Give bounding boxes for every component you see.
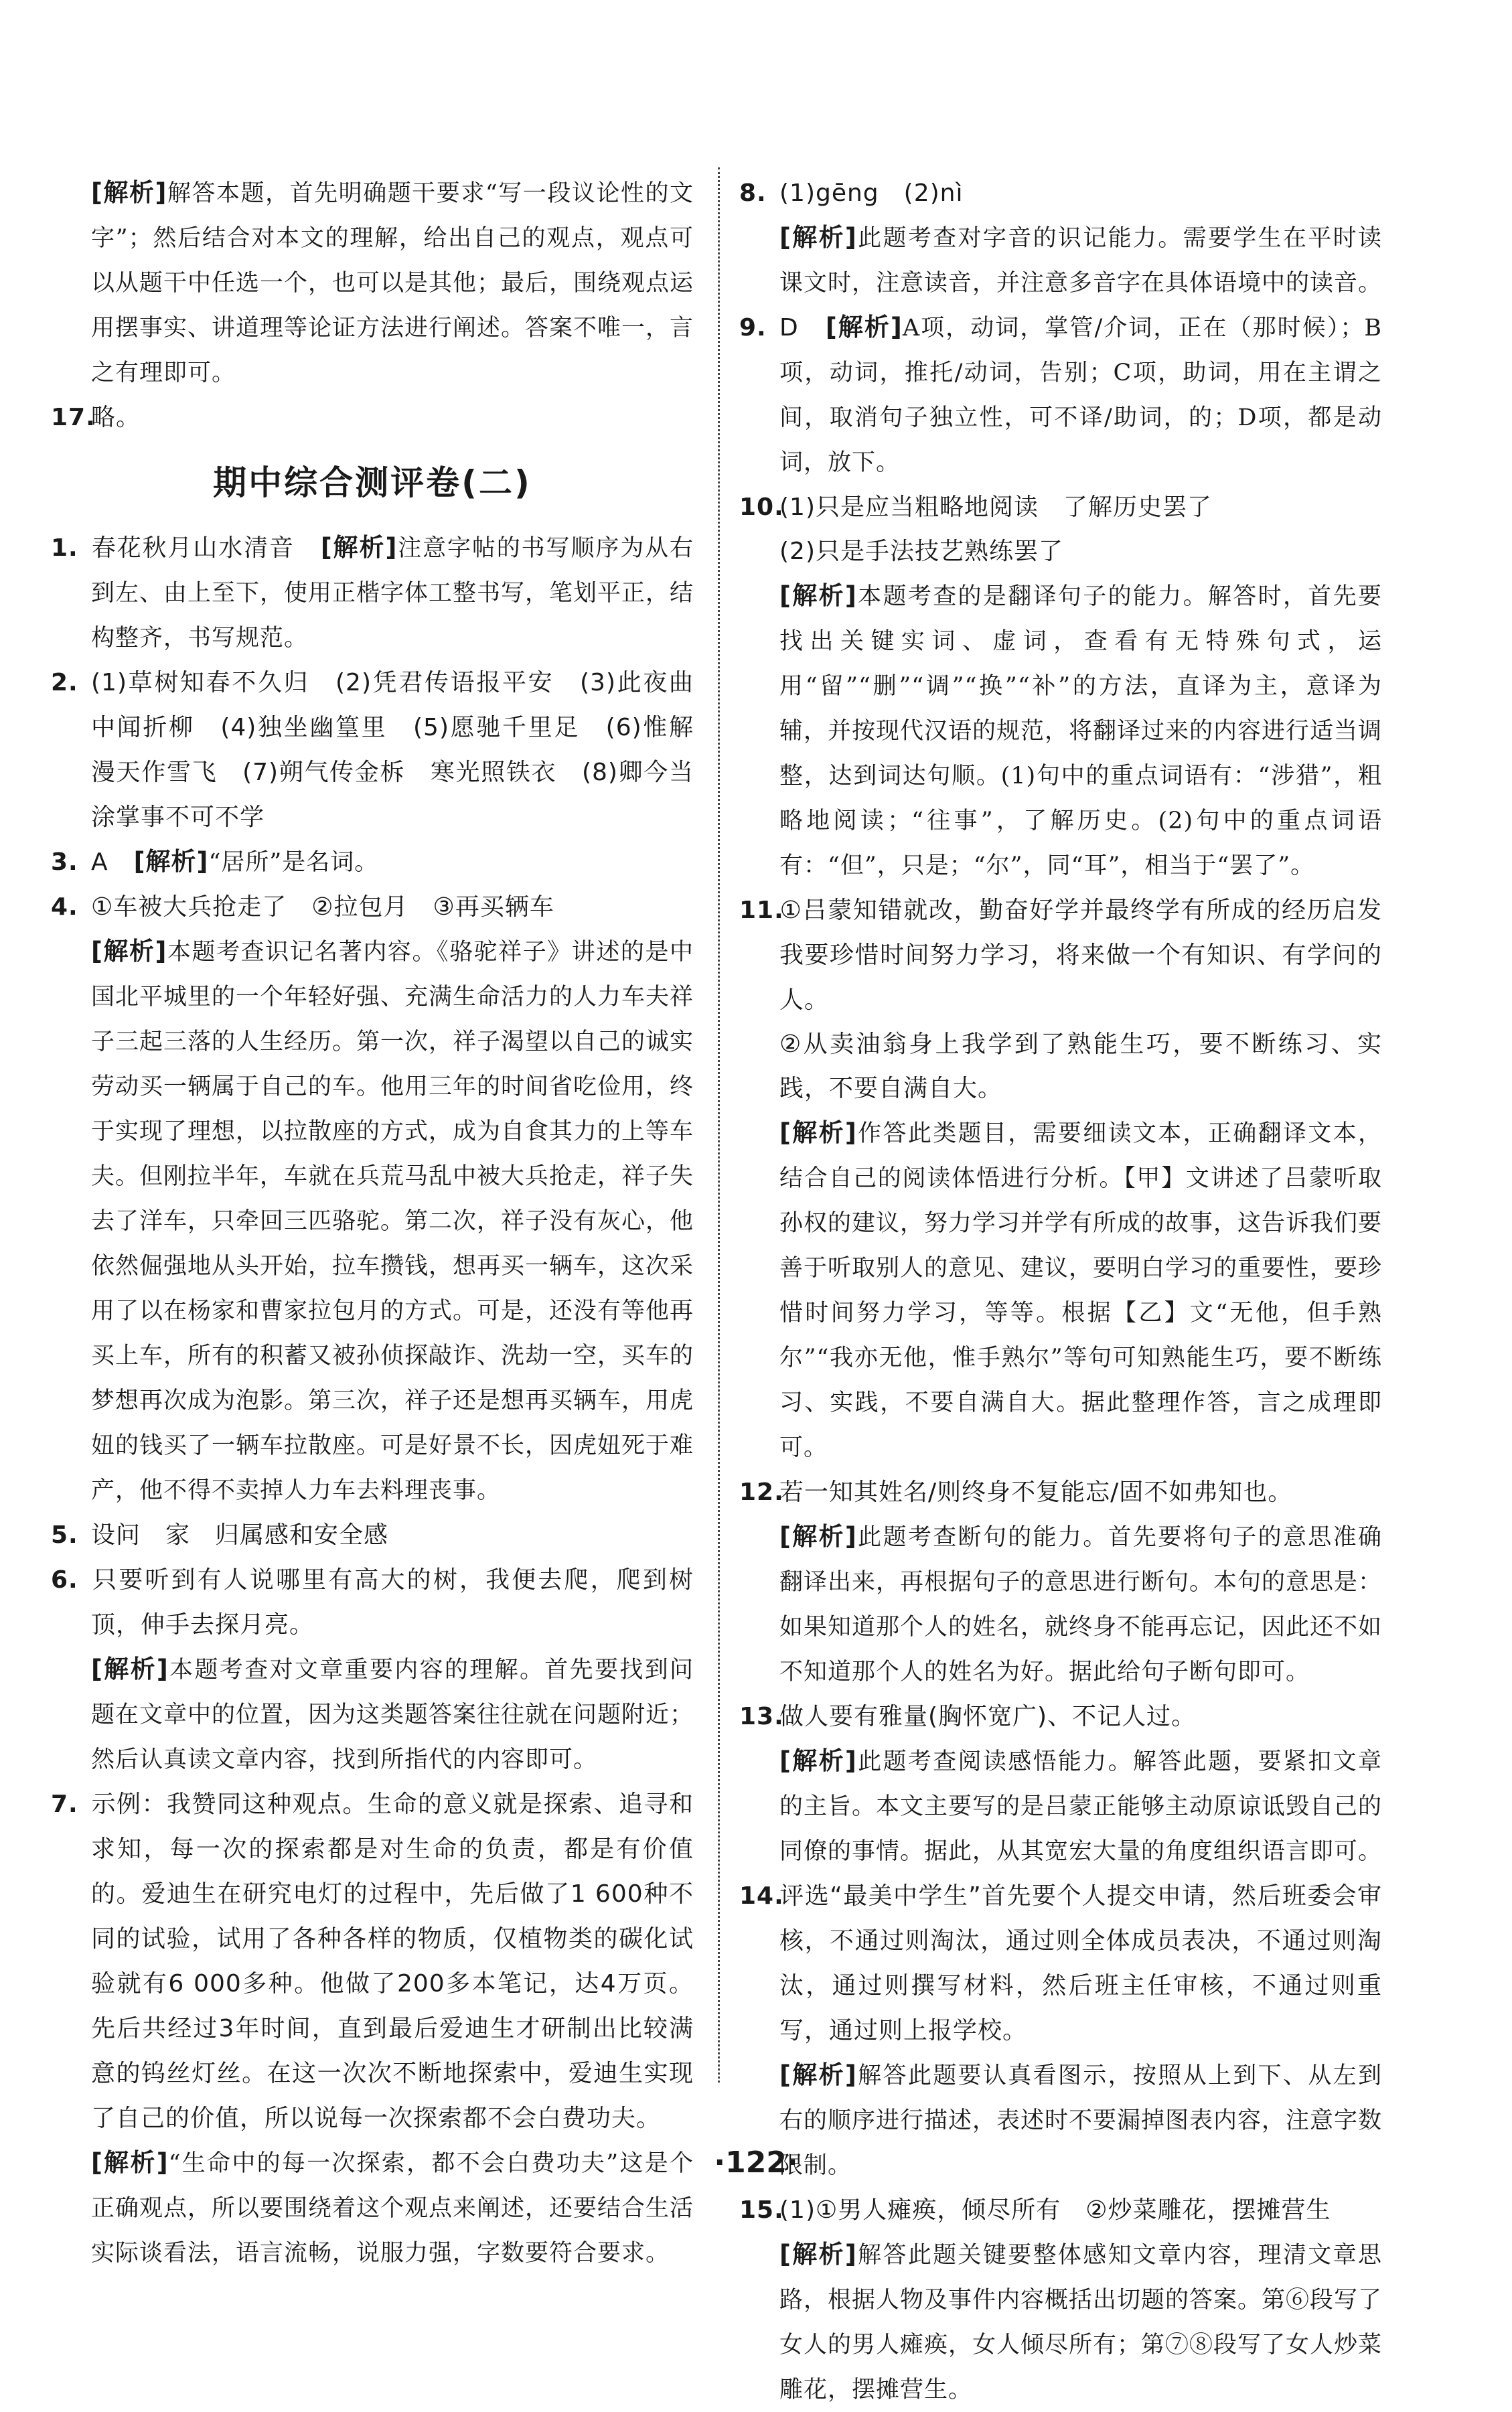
question-15-analysis <box>739 2233 1382 2412</box>
analysis-tag: [解析] <box>91 937 167 966</box>
question-number: 3. <box>51 848 78 876</box>
question-11-answer-2: ②从卖油翁身上我学到了熟能生巧，要不断练习、实践，不要自满自大。 <box>779 1031 1382 1102</box>
analysis-tag: [解析] <box>779 2060 857 2089</box>
analysis-tag: [解析] <box>779 1118 857 1147</box>
analysis-text: “生命中的每一次探索，都不会白费功夫”这是个正确观点，所以要围绕着这个观点来阐述，还要结合生活实际谈看法，语言流畅，说服力强，字数要符合要求。 <box>91 2150 694 2267</box>
analysis-tag: [解析] <box>91 178 167 207</box>
analysis-text: 解答本题，首先明确题干要求“写一段议论性的文字”；然后结合对本文的理解，给出自己的观点，观点可以从题干中任选一个，也可以是其他；最后，围绕观点运用摆事实、讲道理等论证方法进行阐述。答案不唯一，言之有理即可。 <box>91 180 694 386</box>
analysis-text: 本题考查识记名著内容。《骆驼祥子》讲述的是中国北平城里的一个年轻好强、充满生命活力的人力车夫祥子三起三落的人生经历。第一次，祥子渴望以自己的诚实劳动买一辆属于自己的车。他用三年的时间省吃俭用，终于实现了理想，以拉散座的方式，成为自食其力的上等车夫。但刚拉半年，车就在兵荒马乱中被大兵抢走，祥子失去了洋车，只牵回三匹骆驼。第二次，祥子没有灰心，他依然倔强地从头开始，拉车攒钱，想再买一辆车，这次采用了以在杨家和曹家拉包月的方式。可是，还没有等他再买上车，所有的积蓄又被孙侦探敲诈、洗劫一空，买车的梦想再次成为泡影。第三次，祥子还是想再买辆车，用虎妞的钱买了一辆车拉散座。可是好景不长，因虎妞死于难产，他不得不卖掉人力车去料理丧事。 <box>91 939 694 1504</box>
question-7 <box>51 1782 694 2141</box>
analysis-text: 此题考查对字音的识记能力。需要学生在平时读课文时，注意读音，并注意多音字在具体语境中的读音。 <box>779 225 1383 297</box>
answer-text: 略。 <box>91 404 141 431</box>
question-12-analysis <box>739 1515 1382 1694</box>
analysis-tag: [解析] <box>779 581 857 610</box>
answer-text: ①吕蒙知错就改，勤奋好学并最终学有所成的经历启发我要珍惜时间努力学习，将来做一个有知识、有学问的人。 <box>779 897 1382 1014</box>
question-5 <box>51 1513 694 1558</box>
question-17 <box>51 395 694 440</box>
question-number: 10. <box>739 494 784 521</box>
analysis-text: 此题考查断句的能力。首先要将句子的意思准确翻译出来，再根据句子的意思进行断句。本句的意思是：如果知道那个人的姓名，就终身不能再忘记，因此还不如不知道那个人的姓名为好。据此给句子断句即可。 <box>779 1524 1383 1685</box>
question-number: 13. <box>739 1703 784 1730</box>
analysis-text: 本题考查对文章重要内容的理解。首先要找到问题在文章中的位置，因为这类题答案往往就在问题附近；然后认真读文章内容，找到所指代的内容即可。 <box>91 1657 694 1773</box>
analysis-tag: [解析] <box>779 223 857 252</box>
page-number: ·122· <box>714 2145 798 2180</box>
answer-text: 做人要有雅量(胸怀宽广)、不记人过。 <box>779 1703 1197 1730</box>
answer-text: (1)只是应当粗略地阅读 了解历史罢了 <box>779 494 1212 521</box>
question-6 <box>51 1558 694 1647</box>
analysis-text: A项，动词，掌管/介词，正在（那时候）；B项，动词，推托/动词，告别；C项，助词，用在主谓之间，取消句子独立性，可不译/助词，的；D项，都是动词，放下。 <box>779 315 1383 476</box>
right-column <box>739 171 1382 2412</box>
question-number: 17. <box>51 404 96 431</box>
analysis-tag: [解析] <box>320 533 398 562</box>
analysis-tag: [解析] <box>779 1522 857 1551</box>
analysis-text: 解答此题要认真看图示，按照从上到下、从左到右的顺序进行描述，表述时不要漏掉图表内容，注意字数限制。 <box>779 2062 1383 2179</box>
section-title: 期中综合测评卷(二) <box>213 463 532 502</box>
question-9 <box>739 305 1382 485</box>
answer-text: 评选“最美中学生”首先要个人提交申请，然后班委会审核，不通过则淘汰，通过则全体成员表决，不通过则淘汰，通过则撰写材料，然后班主任审核，不通过则重写，通过则上报学校。 <box>779 1882 1382 2044</box>
question-number: 8. <box>739 179 767 207</box>
analysis-tag: [解析] <box>779 2240 857 2269</box>
question-12 <box>739 1470 1382 1515</box>
question-number: 11. <box>739 897 784 924</box>
question-8-analysis <box>739 216 1382 305</box>
question-number: 4. <box>51 893 78 921</box>
question-15 <box>739 2188 1382 2233</box>
q16-analysis <box>51 171 694 395</box>
question-4 <box>51 885 694 929</box>
question-11-analysis <box>739 1111 1382 1470</box>
question-number: 2. <box>51 669 78 696</box>
answer-text: 设问 家 归属感和安全感 <box>91 1521 389 1549</box>
answer-text: 只要听到有人说哪里有高大的树，我便去爬，爬到树顶，伸手去探月亮。 <box>91 1566 694 1639</box>
analysis-tag: [解析] <box>825 313 903 342</box>
answer-text: (1)①男人瘫痪，倾尽所有 ②炒菜雕花，摆摊营生 <box>779 2196 1331 2224</box>
analysis-text: 本题考查的是翻译句子的能力。解答时，首先要找出关键实词、虚词，查看有无特殊句式，运用“留”“删”“调”“换”“补”的方法，直译为主，意译为辅，并按现代汉语的规范，将翻译过来的内容进行适当调整，达到词达句顺。(1)句中的重点词语有：“涉猎”，粗略地阅读；“往事”，了解历史。(2)句中的重点词语有：“但”，只是；“尔”，同“耳”，相当于“罢了”。 <box>779 583 1383 879</box>
answer-text: D <box>779 314 799 342</box>
answer-text: 示例：我赞同这种观点。生命的意义就是探索、追寻和求知，每一次的探索都是对生命的负责，都是有价值的。爱迪生在研究电灯的过程中，先后做了1 600种不同的试验，试用了各种各样的物质，仅植物类的碳化试验就有6 000多种。他做了200多本笔记，达4万页。先后共经过3年时间，直到最后爱迪生才研制出比较满意的钨丝灯丝。在这一次次不断地探索中，爱迪生实现了自己的价值，所以说每一次探索都不会白费功夫。 <box>91 1791 694 2132</box>
question-2 <box>51 660 694 840</box>
question-10-answer-2: (2)只是手法技艺熟练罢了 <box>779 538 1063 565</box>
answer-text: A <box>91 848 108 876</box>
answer-text: 若一知其姓名/则终身不复能忘/固不如弗知也。 <box>779 1479 1293 1506</box>
question-number: 6. <box>51 1566 78 1594</box>
analysis-text: 此题考查阅读感悟能力。解答此题，要紧扣文章的主旨。本文主要写的是吕蒙正能够主动原谅诋毁自己的同僚的事情。据此，从其宽宏大量的角度组织语言即可。 <box>779 1748 1383 1865</box>
question-13 <box>739 1694 1382 1739</box>
analysis-tag: [解析] <box>91 1655 169 1683</box>
answer-text: 春花秋月山水清音 <box>91 534 295 562</box>
question-number: 12. <box>739 1479 784 1506</box>
question-8 <box>739 171 1382 216</box>
analysis-tag: [解析] <box>779 1746 857 1775</box>
analysis-text: 解答此题关键要整体感知文章内容，理清文章思路，根据人物及事件内容概括出切题的答案。第⑥段写了女人的男人瘫痪，女人倾尽所有；第⑦⑧段写了女人炒菜雕花，摆摊营生。 <box>779 2242 1383 2403</box>
question-11 <box>739 888 1382 1023</box>
question-number: 14. <box>739 1882 784 1910</box>
question-number: 9. <box>739 314 767 342</box>
column-divider <box>718 167 720 2083</box>
question-number: 15. <box>739 2196 784 2224</box>
answer-text: (1)gēng (2)nì <box>779 179 964 207</box>
question-6-analysis <box>51 1647 694 1782</box>
question-14 <box>739 1874 1382 2053</box>
analysis-tag: [解析] <box>91 2148 169 2177</box>
question-number: 1. <box>51 534 78 562</box>
question-1 <box>51 526 694 660</box>
question-10 <box>739 485 1382 530</box>
analysis-text: “居所”是名词。 <box>208 849 379 876</box>
answer-text: (1)草树知春不久归 (2)凭君传语报平安 (3)此夜曲中闻折柳 (4)独坐幽篁里 (5)愿驰千里足 (6)惟解漫天作雪飞 (7)朔气传金柝 寒光照铁衣 (8)卿今当涂掌事不可不学 <box>91 669 694 831</box>
question-number: 5. <box>51 1521 78 1549</box>
question-13-analysis <box>739 1739 1382 1874</box>
analysis-text: 作答此类题目，需要细读文本，正确翻译文本，结合自己的阅读体悟进行分析。【甲】文讲述了吕蒙听取孙权的建议，努力学习并学有所成的故事，这告诉我们要善于听取别人的意见、建议，要明白学习的重要性，要珍惜时间努力学习，等等。根据【乙】文“无他，但手熟尔”“我亦无他，惟手熟尔”等句可知熟能生巧，要不断练习、实践，不要自满自大。据此整理作答，言之成理即可。 <box>779 1120 1383 1461</box>
question-3 <box>51 840 694 885</box>
answer-text: ①车被大兵抢走了 ②拉包月 ③再买辆车 <box>91 893 554 921</box>
question-10-analysis <box>739 574 1382 888</box>
question-number: 7. <box>51 1791 78 1818</box>
analysis-text: 注意字帖的书写顺序为从右到左、由上至下，使用正楷字体工整书写，笔划平正，结构整齐，书写规范。 <box>91 535 694 652</box>
question-4-analysis <box>51 929 694 1513</box>
left-column <box>51 171 694 2275</box>
analysis-tag: [解析] <box>133 847 209 876</box>
